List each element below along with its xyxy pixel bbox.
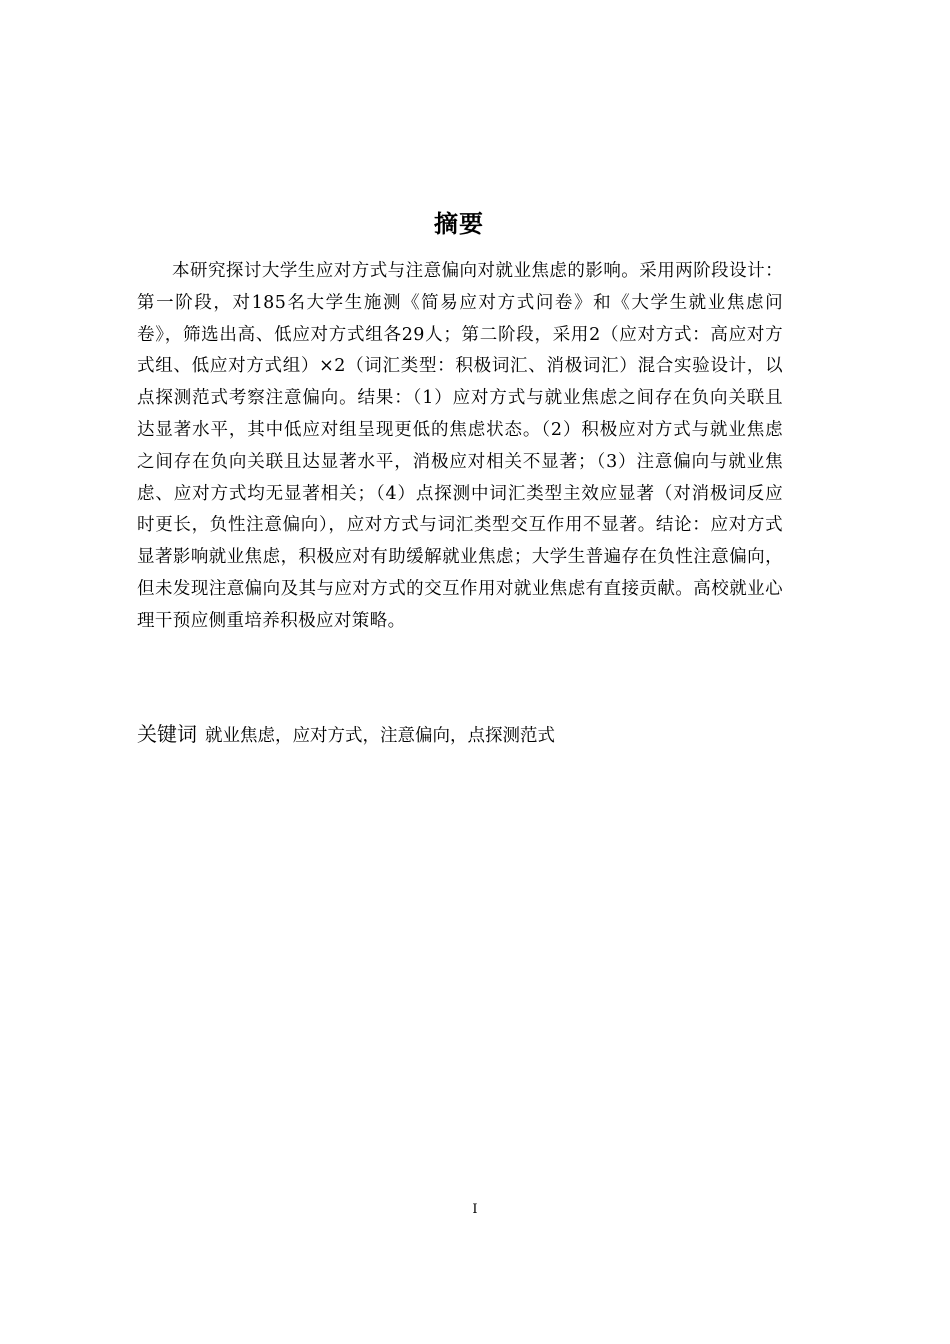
abstract-title: 摘要 [434,210,484,238]
keywords-label: 关键词 [137,722,197,746]
keywords-line [137,718,797,752]
abstract-body: 本研究探讨大学生应对方式与注意偏向对就业焦虑的影响。采用两阶段设计：第一阶段，对185名大学生施测《简易应对方式问卷》和《大学生就业焦虑问卷》，筛选出高、低应对方式组各29人；第二阶段，采用2（应对方式：高应对方式组、低应对方式组）×2（词汇类型：积极词汇、消极词汇）混合实验设计，以点探测范式考察注意偏向。结果：（1）应对方式与就业焦虑之间存在负向关联且达显著水平，其中低应对组呈现更低的焦虑状态。（2）积极应对方式与就业焦虑之间存在负向关联且达显著水平，消极应对相关不显著；（3）注意偏向与就业焦虑、应对方式均无显著相关；（4）点探测中词汇类型主效应显著（对消极词反应时更长，负性注意偏向），应对方式与词汇类型交互作用不显著。结论：应对方式显著影响就业焦虑，积极应对有助缓解就业焦虑；大学生普遍存在负性注意偏向，但未发现注意偏向及其与应对方式的交互作用对就业焦虑有直接贡献。高校就业心理干预应侧重培养积极应对策略。 [137,261,783,631]
keywords-text: 就业焦虑，应对方式，注意偏向，点探测范式 [205,726,555,746]
page-number: I [472,1202,478,1217]
